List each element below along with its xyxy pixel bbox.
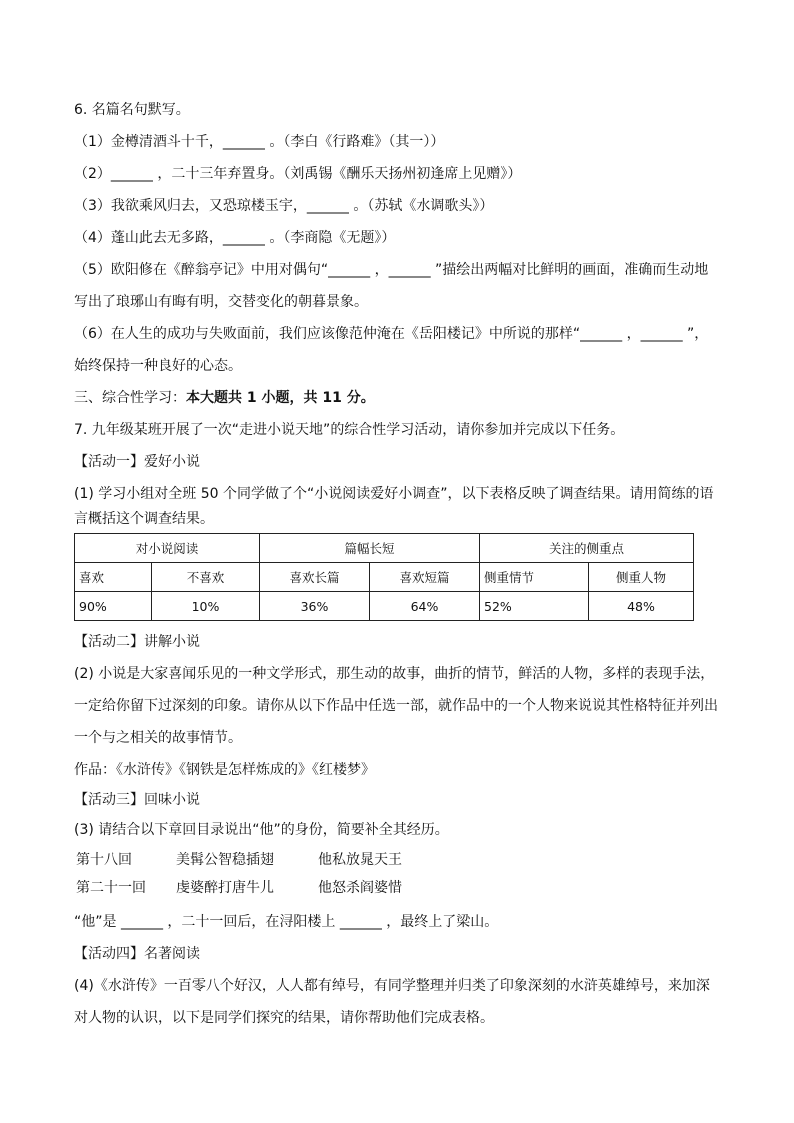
activity-2-question-line2: 一定给你留下过深刻的印象。请你从以下作品中任选一部，就作品中的一个人物来说说其性格特征并列出 xyxy=(74,698,718,714)
table-subheader: 侧重情节 xyxy=(480,563,589,592)
activity-4-title: 【活动四】名著阅读 xyxy=(74,946,200,962)
table-subheader: 不喜欢 xyxy=(152,563,260,592)
table-cell: 36% xyxy=(260,592,370,621)
activity-2-question-line3: 一个与之相关的故事情节。 xyxy=(74,730,242,746)
q6-item-6-line2: 始终保持一种良好的心态。 xyxy=(74,358,242,374)
table-cell: 10% xyxy=(152,592,260,621)
table-subheader: 喜欢长篇 xyxy=(260,563,370,592)
activity-2-title: 【活动二】讲解小说 xyxy=(74,634,200,650)
table-header: 对小说阅读 xyxy=(75,534,260,563)
table-cell: 64% xyxy=(370,592,480,621)
chapter-title-first: 美髯公智稳插翅 xyxy=(176,852,274,868)
table-cell: 48% xyxy=(589,592,694,621)
activity-4-question-line1: (4)《水浒传》一百零八个好汉，人人都有绰号，有同学整理并归类了印象深刻的水浒英雄绰号，来加深 xyxy=(74,978,710,994)
survey-table xyxy=(74,533,694,621)
activity-3-title: 【活动三】回味小说 xyxy=(74,792,200,808)
chapter-title-second: 他怒杀阎婆惜 xyxy=(318,880,402,896)
table-header: 篇幅长短 xyxy=(260,534,480,563)
activity-4-question-line2: 对人物的认识，以下是同学们探究的结果，请你帮助他们完成表格。 xyxy=(74,1010,494,1026)
activity-2-question-line1: (2) 小说是大家喜闻乐见的一种文学形式，那生动的故事，曲折的情节，鲜活的人物，多样的表现手法， xyxy=(74,666,715,682)
section-3-info: 本大题共 1 小题，共 11 分。 xyxy=(186,390,375,406)
q6-item-3: （3）我欲乘风归去，又恐琼楼玉宇，______ 。（苏轼《水调歌头》） xyxy=(74,198,494,214)
table-row xyxy=(75,592,694,621)
activity-3-fill-in: “他”是 ______ ，二十一回后，在浔阳楼上 ______ ，最终上了梁山。 xyxy=(74,914,499,930)
q6-item-2: （2）______ ，二十三年弃置身。（刘禹锡《酬乐天扬州初逢席上见赠》） xyxy=(74,166,522,182)
activity-1-question-line2: 言概括这个调查结果。 xyxy=(74,511,214,527)
section-3-prefix: 三、综合性学习： xyxy=(74,390,186,406)
table-subheader-row xyxy=(75,563,694,592)
table-subheader: 喜欢 xyxy=(75,563,152,592)
activity-1-question-line1: (1) 学习小组对全班 50 个同学做了个“小说阅读爱好小调查”，以下表格反映了调查结果。请用简练的语 xyxy=(74,486,714,502)
q6-item-1: （1）金樽清酒斗十千，______ 。（李白《行路难》（其一）） xyxy=(74,134,445,150)
chapter-title-first: 虔婆醉打唐牛儿 xyxy=(176,880,274,896)
chapter-title-second: 他私放晁天王 xyxy=(318,852,402,868)
works-list: 作品：《水浒传》《钢铁是怎样炼成的》《红楼梦》 xyxy=(74,762,375,778)
q6-item-5-line2: 写出了琅琊山有晦有明，交替变化的朝暮景象。 xyxy=(74,294,368,310)
table-header-row xyxy=(75,534,694,563)
table-subheader: 喜欢短篇 xyxy=(370,563,480,592)
q6-item-6-line1: （6）在人生的成功与失败面前，我们应该像范仲淹在《岳阳楼记》中所说的那样“______ ，______ ”， xyxy=(74,326,709,342)
q7-intro: 7. 九年级某班开展了一次“走进小说天地”的综合性学习活动，请你参加并完成以下任务。 xyxy=(74,422,625,438)
table-header: 关注的侧重点 xyxy=(480,534,694,563)
chapter-number: 第十八回 xyxy=(76,852,132,868)
activity-1-title: 【活动一】爱好小说 xyxy=(74,454,200,470)
section-3-heading xyxy=(74,388,375,408)
q6-item-5-line1: （5）欧阳修在《醉翁亭记》中用对偶句“______ ，______ ”描绘出两幅对比鲜明的画面，准确而生动地 xyxy=(74,262,709,278)
table-cell: 90% xyxy=(75,592,152,621)
q6-title: 6. 名篇名句默写。 xyxy=(74,102,190,118)
table-subheader: 侧重人物 xyxy=(589,563,694,592)
activity-3-question: (3) 请结合以下章回目录说出“他”的身份，简要补全其经历。 xyxy=(74,822,449,838)
q6-item-4: （4）蓬山此去无多路，______ 。（李商隐《无题》） xyxy=(74,230,396,246)
table-cell: 52% xyxy=(480,592,589,621)
chapter-number: 第二十一回 xyxy=(76,880,146,896)
